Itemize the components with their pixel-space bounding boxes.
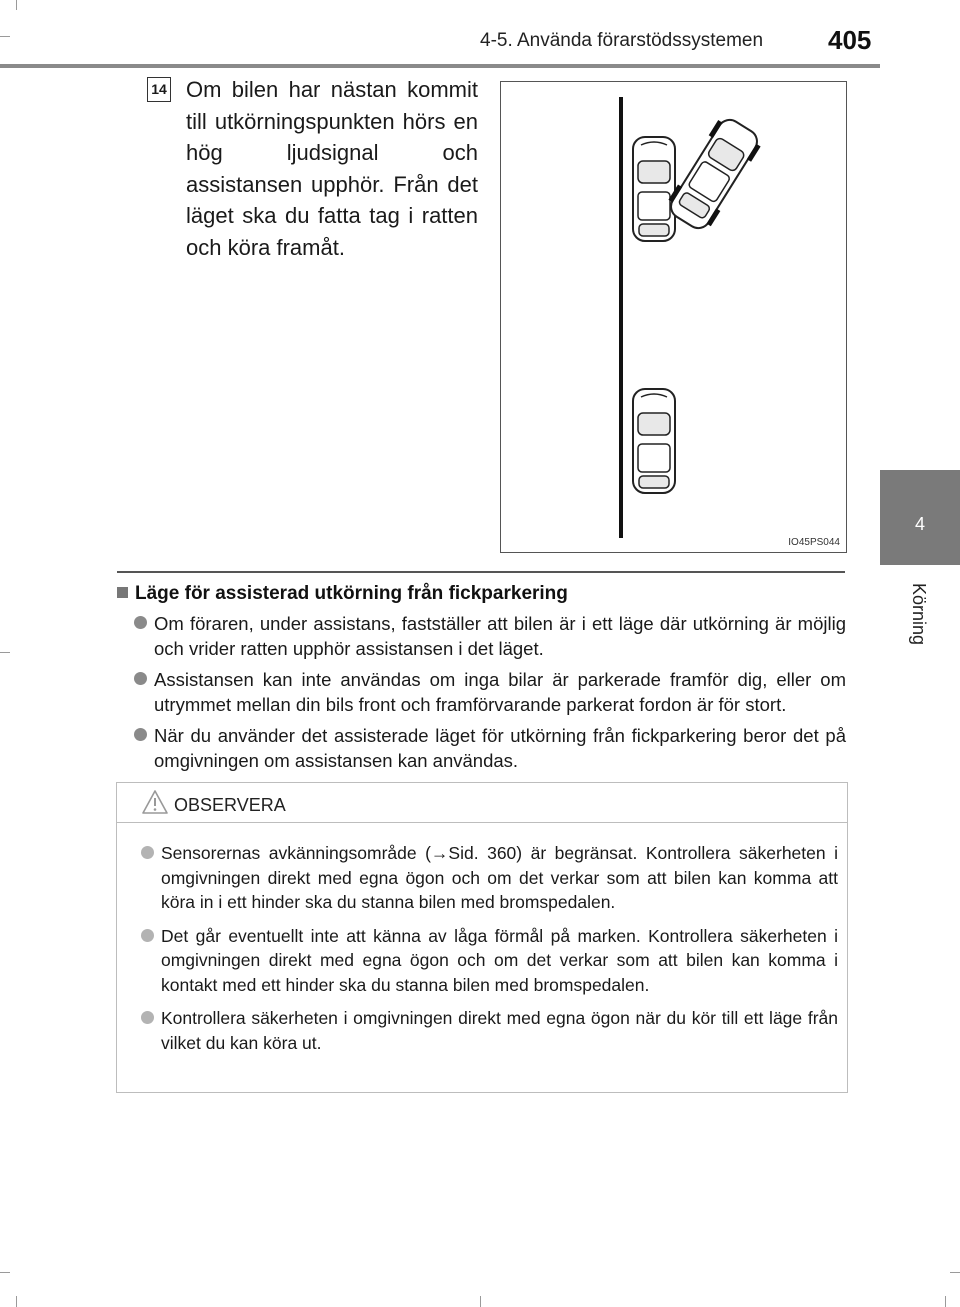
- chapter-side-tab: [880, 0, 960, 1307]
- list-item: Sensorernas avkänningsområde (→Sid. 360) är begränsat. Kontrollera säkerheten i omgivningen direkt med egna ögon och om det verkar som att bilen kan komma att köra in i ett hinder ska du stanna bilen med bromspedalen.: [141, 841, 838, 915]
- chapter-number: 4: [914, 514, 925, 534]
- header-divider: [0, 64, 880, 68]
- crop-mark: [16, 1296, 17, 1307]
- figure-code: IO45PS044: [788, 537, 840, 548]
- bullet-dot-icon: [141, 1011, 154, 1024]
- header-section-title: 4-5. Använda förarstödssystemen: [480, 30, 764, 51]
- parked-car-icon: [633, 137, 675, 241]
- list-item: Assistansen kan inte användas om inga bilar är parkerade framför dig, eller om utrymmet mellan din bils front och framförvarande parkerat fordon är för stort.: [134, 667, 846, 717]
- crop-mark: [16, 0, 17, 10]
- bullet-dot-icon: [134, 672, 147, 685]
- bullet-dot-icon: [141, 846, 154, 859]
- section-heading-text: Läge för assisterad utkörning från fickparkering: [135, 583, 568, 604]
- crop-mark: [480, 1296, 481, 1307]
- step-number-badge: 14: [147, 77, 171, 102]
- warning-triangle-icon: [141, 789, 169, 815]
- list-item: När du använder det assisterade läget för utkörning från fickparkering beror det på omgivningen om assistansen kan användas.: [134, 723, 846, 773]
- crop-mark: [0, 652, 10, 653]
- notice-box: [116, 782, 848, 1093]
- section-heading: [117, 583, 568, 605]
- list-item: Om föraren, under assistans, fastställer att bilen är i ett läge där utkörning är möjlig och vrider ratten upphör assistansen i det läget.: [134, 611, 846, 661]
- crop-mark: [0, 36, 10, 37]
- parking-illustration: [500, 81, 847, 553]
- parked-car-icon: [633, 389, 675, 493]
- chapter-label: Körning: [909, 583, 929, 646]
- notice-bullet-list: [141, 841, 838, 1064]
- bullet-dot-icon: [141, 929, 154, 942]
- step-description: Om bilen har nästan kommit till utkörningspunkten hörs en hög ljudsignal och assistansen upphör. Från det läget ska du fatta tag i ratten och köra framåt.: [186, 77, 478, 260]
- list-item: Kontrollera säkerheten i omgivningen direkt med egna ögon när du kör till ett läge från vilket du kan köra ut.: [141, 1006, 838, 1055]
- notice-header: [117, 783, 847, 823]
- page-number: 405: [828, 25, 872, 55]
- bullet-dot-icon: [134, 616, 147, 629]
- section-divider: [117, 571, 845, 573]
- list-item: Det går eventuellt inte att känna av låga förmål på marken. Kontrollera säkerheten i omgivningen direkt med egna ögon och om det verkar som att bilen kan komma i kontakt med ett hinder ska du stanna bilen med bromspedalen.: [141, 924, 838, 998]
- notice-title: OBSERVERA: [174, 795, 286, 815]
- section-bullet-list: [134, 611, 846, 779]
- crop-mark: [0, 1272, 10, 1273]
- bullet-dot-icon: [134, 728, 147, 741]
- parking-diagram: [501, 82, 846, 552]
- reversing-car-icon: [663, 113, 765, 234]
- square-bullet-icon: [117, 587, 128, 598]
